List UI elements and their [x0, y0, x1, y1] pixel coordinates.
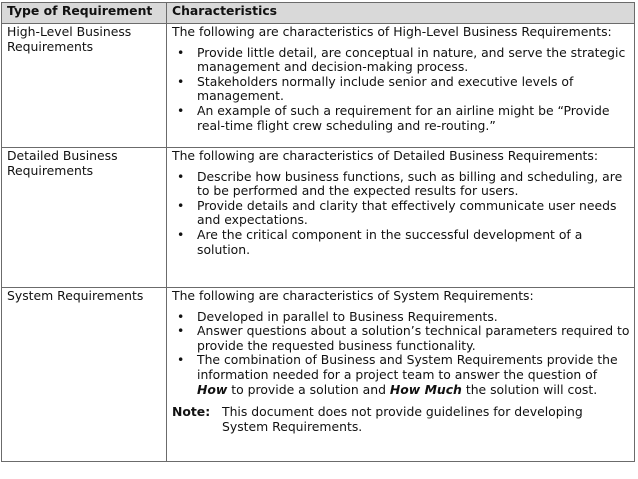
bullet-icon: •	[177, 323, 185, 339]
row-intro: The following are characteristics of High-Level Business Requirements:	[172, 24, 612, 39]
table-header-row	[2, 3, 635, 24]
note-text: This document does not provide guidelines for developing System Requirements.	[222, 404, 583, 434]
table-row	[2, 148, 635, 288]
header-characteristics: Characteristics	[167, 3, 635, 24]
bullet-icon: •	[177, 73, 185, 89]
list-item: • Provide details and clarity that effectively communicate user needs and expectations.	[177, 197, 617, 228]
bullet-icon: •	[177, 168, 185, 184]
bullet-icon: •	[177, 308, 185, 324]
bullet-icon: •	[177, 44, 185, 60]
list-item: • The combination of Business and System Requirements provide the information needed for a project team to answer the question of How to provide a solution and How Much the solution will cost.	[177, 352, 618, 397]
list-item: • Developed in parallel to Business Requirements.	[177, 308, 498, 324]
emphasis-how-much: How Much	[389, 381, 462, 397]
row-characteristics	[167, 148, 635, 288]
row-intro: The following are characteristics of System Requirements:	[172, 288, 534, 303]
row-type: Detailed Business Requirements	[2, 148, 167, 288]
row-intro: The following are characteristics of Detailed Business Requirements:	[172, 148, 599, 163]
bullet-list	[172, 46, 630, 134]
list-item: • An example of such a requirement for an airline might be “Provide real-time flight crew scheduling and re-routing.”	[177, 102, 610, 133]
list-item: • Stakeholders normally include senior and executive levels of management.	[177, 73, 574, 104]
row-characteristics	[167, 24, 635, 148]
bullet-icon: •	[177, 102, 185, 118]
bullet-list	[172, 170, 630, 258]
note-label: Note:	[172, 404, 211, 420]
table-row	[2, 24, 635, 148]
row-type: High-Level Business Requirements	[2, 24, 167, 148]
emphasis-how: How	[197, 381, 228, 397]
header-type: Type of Requirement	[2, 3, 167, 24]
list-item: • Are the critical component in the successful development of a solution.	[177, 226, 583, 257]
list-item: • Provide little detail, are conceptual in nature, and serve the strategic management and decision-making process.	[177, 44, 626, 75]
row-characteristics	[167, 288, 635, 462]
list-item: • Describe how business functions, such as billing and scheduling, are to be performed and the expected results for users.	[177, 168, 623, 199]
list-item: • Answer questions about a solution’s technical parameters required to provide the requested business functionality.	[177, 323, 630, 353]
bullet-list	[172, 310, 630, 398]
note	[172, 405, 630, 434]
bullet-icon: •	[177, 197, 185, 213]
requirements-table	[1, 2, 635, 462]
row-type: System Requirements	[2, 288, 167, 462]
bullet-icon: •	[177, 226, 185, 242]
bullet-icon: •	[177, 352, 185, 368]
table-row	[2, 288, 635, 462]
